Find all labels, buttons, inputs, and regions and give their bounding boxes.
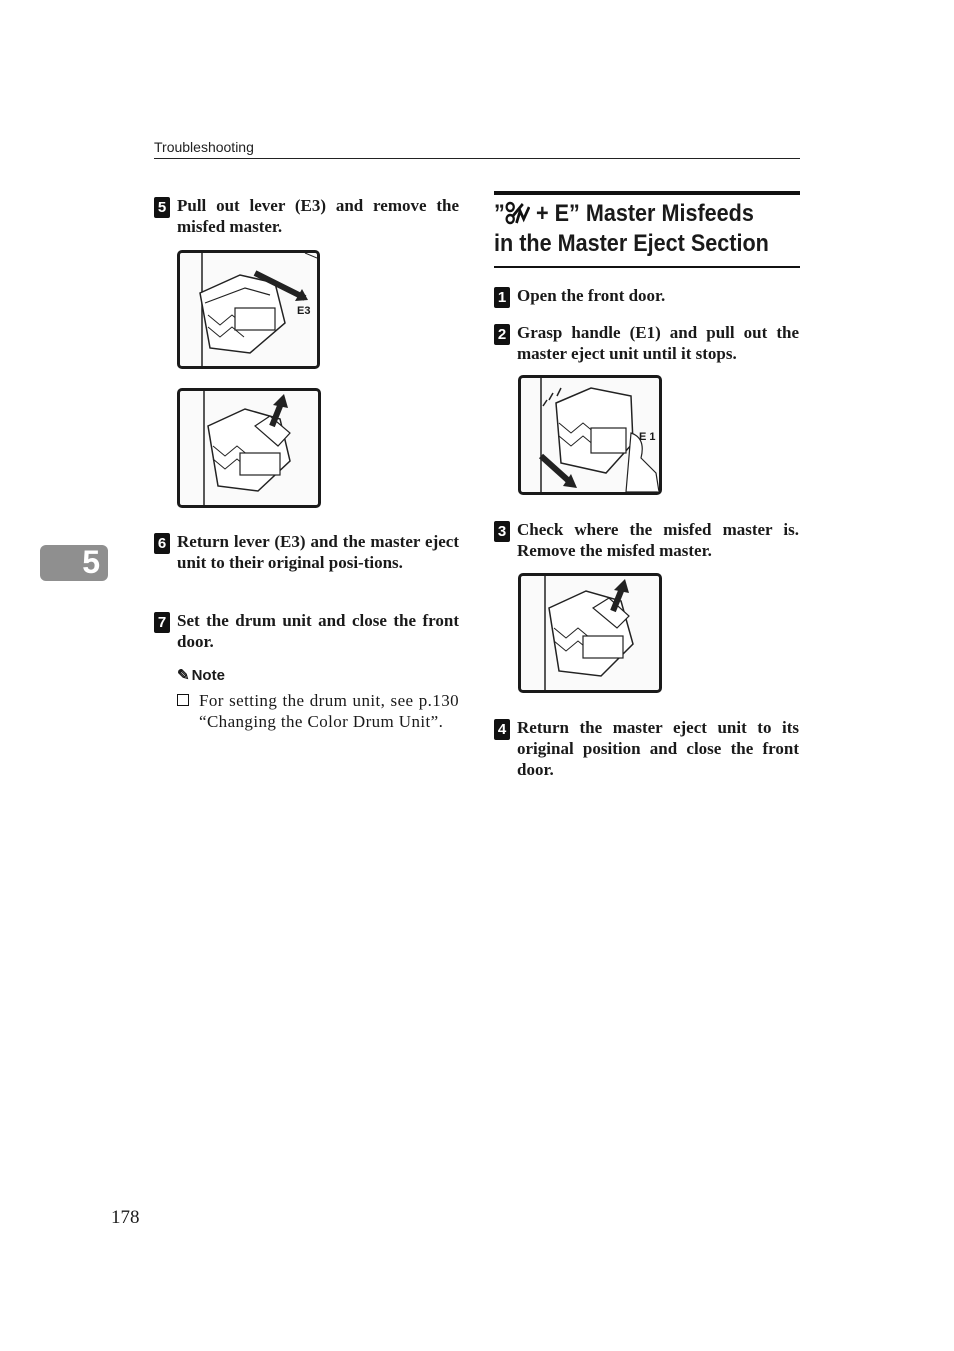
illustration-remove-master [180,391,318,505]
step-text: Return the master eject unit to its original position and close the front door. [517,718,799,779]
figure-remove-master [177,388,321,508]
step-text: Open the front door. [517,286,666,305]
checkbox-bullet-icon [177,694,189,706]
step-text: Set the drum unit and close the front door. [177,611,459,651]
step-number: 3 [494,521,510,542]
chapter-tab [40,545,108,581]
figure-lever-pull [177,250,320,369]
step-number: 6 [154,533,170,554]
figure-label: E3 [297,305,311,317]
figure-label: E 1 [639,431,656,443]
step-number: 1 [494,287,510,308]
step-text: Pull out lever (E3) and remove the misfed master. [177,196,459,236]
section-rule-top [494,191,800,195]
step-number: 4 [494,719,510,740]
note-heading [177,666,225,684]
figure-check-misfed-master [518,573,662,693]
note-text: For setting the drum unit, see p.130 “Changing the Color Drum Unit”. [199,691,459,731]
step-number: 5 [154,197,170,218]
section-title-text: + E” Master Misfeeds in the Master Eject Section [494,200,769,257]
section-title [494,199,773,259]
header-rule [154,158,800,159]
page-number: 178 [111,1207,140,1228]
illustration-check-master [521,576,659,690]
step-number: 2 [494,324,510,345]
running-header: Troubleshooting [154,139,254,155]
figure-pull-eject-unit [518,375,662,495]
step-text: Check where the misfed master is. Remove the misfed master. [517,520,799,560]
chapter-number: 5 [82,544,100,580]
section-title-prefix: ” [494,200,505,227]
section-rule-bottom [494,266,800,268]
master-misfeed-icon [505,201,530,225]
step-text: Return lever (E3) and the master eject unit to their original posi-tions. [177,532,459,572]
pencil-icon: ✎ [177,667,190,684]
step-text: Grasp handle (E1) and pull out the master eject unit until it stops. [517,323,799,363]
note-title: Note [191,667,225,684]
step-number: 7 [154,612,170,633]
